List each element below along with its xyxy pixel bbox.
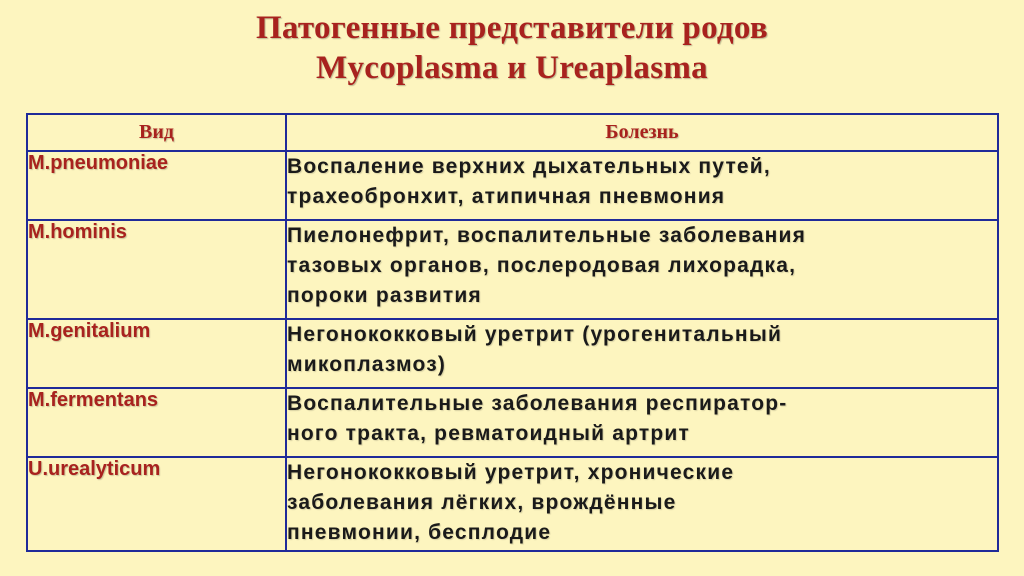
disease-line: Пиелонефрит, воспалительные заболевания: [287, 224, 807, 247]
table-row: [27, 388, 998, 457]
slide-title: [0, 8, 1024, 88]
header-disease: Болезнь: [286, 114, 998, 151]
table-row: [27, 319, 998, 388]
table-row: [27, 220, 998, 319]
header-species: Вид: [27, 114, 286, 151]
disease-line: Воспаление верхних дыхательных путей,: [287, 155, 771, 178]
title-line-1: Патогенные представители родов: [255, 10, 769, 46]
species-cell: M.genitalium: [27, 319, 286, 388]
species-cell: M.hominis: [27, 220, 286, 319]
disease-cell: [286, 388, 998, 457]
table-header-row: [27, 114, 998, 151]
disease-line: тазовых органов, послеродовая лихорадка,: [287, 254, 797, 277]
table-row: [27, 457, 998, 551]
disease-line: заболевания лёгких, врождённые: [287, 491, 677, 514]
table-row: [27, 151, 998, 220]
disease-line: трахеобронхит, атипичная пневмония: [287, 185, 726, 208]
disease-line: микоплазмоз): [287, 353, 447, 376]
disease-line: пневмонии, бесплодие: [287, 521, 552, 544]
disease-cell: [286, 151, 998, 220]
species-cell: M.fermentans: [27, 388, 286, 457]
disease-line: Воспалительные заболевания респиратор-: [287, 392, 788, 415]
disease-line: пороки развития: [287, 284, 482, 307]
title-line-2: Mycoplasma и Ureaplasma: [316, 50, 708, 86]
disease-line: Негонококковый уретрит, хронические: [287, 461, 735, 484]
disease-cell: [286, 457, 998, 551]
pathogen-table: [26, 113, 999, 552]
species-cell: M.pneumoniae: [27, 151, 286, 220]
disease-line: ного тракта, ревматоидный артрит: [287, 422, 691, 445]
species-cell: U.urealyticum: [27, 457, 286, 551]
disease-cell: [286, 319, 998, 388]
disease-line: Негонококковый уретрит (урогенитальный: [287, 323, 783, 346]
disease-cell: [286, 220, 998, 319]
